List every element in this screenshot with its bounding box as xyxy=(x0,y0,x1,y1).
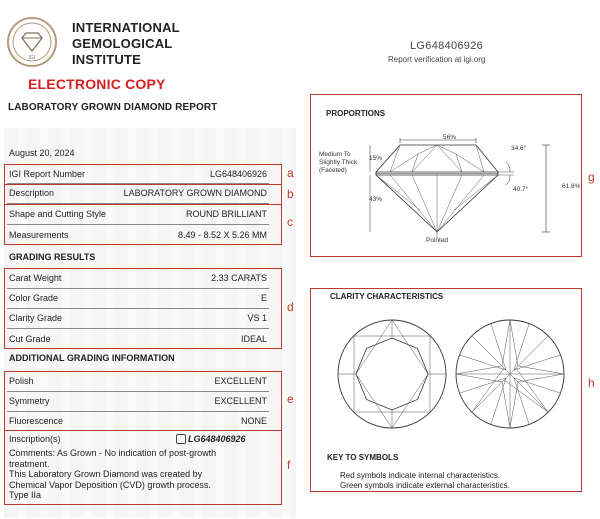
comments-line: treatment. xyxy=(9,458,50,469)
comments-line: Chemical Vapor Deposition (CVD) growth process. xyxy=(9,479,211,490)
row-value: NONE xyxy=(240,416,267,426)
row-label: Polish xyxy=(9,376,34,386)
report-date: August 20, 2024 xyxy=(9,148,75,158)
header-report-number: LG648406926 xyxy=(410,40,484,52)
comments-line: Type IIa xyxy=(9,490,42,500)
girdle-line: (Faceted) xyxy=(319,167,347,174)
row-label: Symmetry xyxy=(9,396,50,406)
key-to-symbols-title: KEY TO SYMBOLS xyxy=(327,453,399,462)
annotation-letter-e: e xyxy=(287,392,294,406)
crown-angle: 34.6° xyxy=(511,145,527,152)
annotation-letter-g: g xyxy=(588,170,595,184)
inscription-value: LG648406926 xyxy=(188,434,246,444)
row-value: EXCELLENT xyxy=(214,376,267,386)
annotation-letter-c: c xyxy=(287,215,293,229)
row-value: IDEAL xyxy=(240,334,267,344)
report-title: LABORATORY GROWN DIAMOND REPORT xyxy=(8,102,218,113)
girdle-description xyxy=(319,151,357,175)
table-percentage: 56% xyxy=(443,134,457,141)
pavilion-plot-diagram xyxy=(454,318,566,430)
org-line-2: GEMOLOGICAL xyxy=(72,36,173,51)
proportions-title: PROPORTIONS xyxy=(326,109,386,118)
annotation-box-f xyxy=(4,430,282,505)
pavilion-angle: 40.7° xyxy=(513,186,529,193)
row-label: Fluorescence xyxy=(9,416,64,426)
svg-text:IGI: IGI xyxy=(28,55,36,61)
org-line-1: INTERNATIONAL xyxy=(72,20,180,35)
grading-results-heading: GRADING RESULTS xyxy=(9,252,96,262)
annotation-box-a xyxy=(4,164,282,185)
annotation-letter-b: b xyxy=(287,187,294,201)
girdle-line: Medium To xyxy=(319,151,351,158)
key-internal-text: Red symbols indicate internal characteristics. xyxy=(340,471,501,480)
row-value: LABORATORY GROWN DIAMOND xyxy=(123,188,267,198)
row-label: Measurements xyxy=(9,230,69,240)
org-line-3: INSTITUTE xyxy=(72,52,141,67)
row-label: Cut Grade xyxy=(9,334,51,344)
row-value: LG648406926 xyxy=(209,169,267,179)
diamond-profile-diagram xyxy=(360,130,560,245)
annotation-letter-f: f xyxy=(287,458,291,472)
annotation-box-c xyxy=(4,204,282,245)
row-label: Inscription(s) xyxy=(9,434,61,444)
row-value: VS 1 xyxy=(247,313,267,323)
annotation-box-b xyxy=(4,184,282,205)
row-label: Carat Weight xyxy=(9,273,62,283)
total-depth: 61.8% xyxy=(562,183,581,190)
comments-line: Comments: As Grown - No indication of post-growth xyxy=(9,448,217,458)
row-value: 8.49 - 8.52 X 5.26 MM xyxy=(177,230,267,240)
row-value: 2.33 CARATS xyxy=(211,273,267,283)
crown-height: 15% xyxy=(369,155,383,162)
clarity-title: CLARITY CHARACTERISTICS xyxy=(330,292,444,301)
pavilion-depth: 43% xyxy=(369,196,383,203)
annotation-letter-d: d xyxy=(287,300,294,314)
crown-plot-diagram xyxy=(336,318,448,430)
additional-grading-heading: ADDITIONAL GRADING INFORMATION xyxy=(9,353,175,363)
annotation-letter-a: a xyxy=(287,166,294,180)
row-value: ROUND BRILLIANT xyxy=(185,209,267,219)
row-label: IGI Report Number xyxy=(9,169,86,179)
key-external-text: Green symbols indicate external characteristics. xyxy=(340,481,510,490)
row-label: Shape and Cutting Style xyxy=(9,209,107,219)
annotation-box-d xyxy=(4,268,282,349)
row-label: Clarity Grade xyxy=(9,313,63,323)
row-label: Description xyxy=(9,188,55,198)
annotation-letter-h: h xyxy=(588,376,595,390)
girdle-line: Slightly Thick xyxy=(319,159,358,166)
comments-line: This Laboratory Grown Diamond was created by xyxy=(9,469,203,479)
verification-link[interactable]: Report verification at igi.org xyxy=(388,55,486,64)
organization-name xyxy=(72,20,180,68)
igi-seal-logo xyxy=(6,16,58,68)
row-label: Color Grade xyxy=(9,293,59,303)
row-value: EXCELLENT xyxy=(214,396,267,406)
annotation-box-e xyxy=(4,371,282,431)
culet-label: Pointed xyxy=(426,237,449,244)
electronic-copy-label: ELECTRONIC COPY xyxy=(28,76,166,92)
row-value: E xyxy=(260,293,267,303)
